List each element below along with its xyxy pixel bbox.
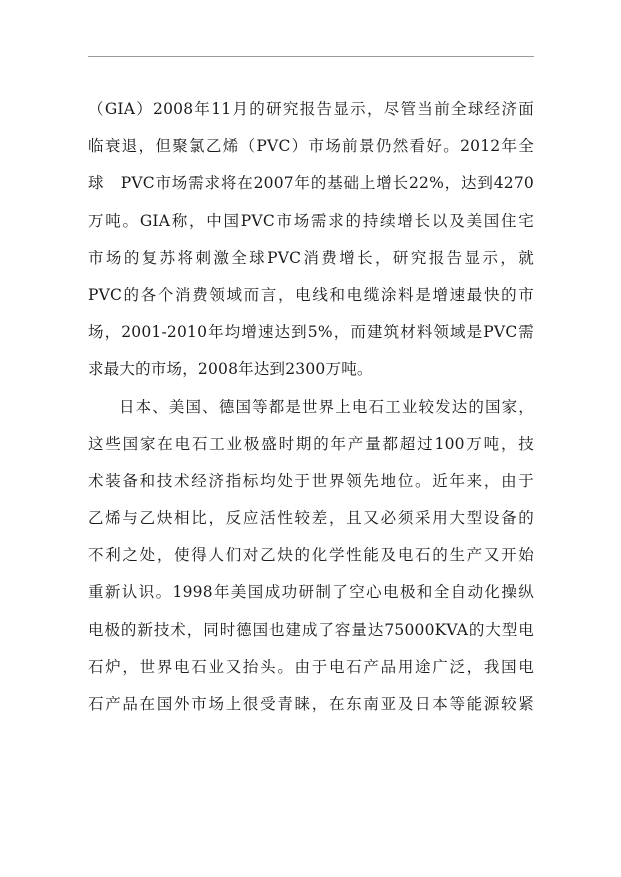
text-line: 场，2001-2010年均增速达到5%，而建筑材料领域是PVC需 [88,323,534,342]
text-line: 重新认识。1998年美国成功研制了空心电极和全自动化操纵 [88,583,534,602]
text-line: 临衰退，但聚氯乙烯（PVC）市场前景仍然看好。2012年全 [88,137,534,156]
header-rule [88,56,534,57]
text-line: 电极的新技术，同时德国也建成了容量达75000KVA的大型电 [88,620,534,639]
text-line: 乙烯与乙炔相比，反应活性较差，且又必须采用大型设备的 [88,509,534,528]
paragraph-pvc-market [88,96,534,394]
text-line: 球 PVC市场需求将在2007年的基础上增长22%，达到4270 [88,174,534,193]
text-line: 求最大的市场，2008年达到2300万吨。 [88,360,373,379]
text-line: 术装备和技术经济指标均处于世界领先地位。近年来，由于 [88,471,534,490]
text-line: 市场的复苏将刺激全球PVC消费增长，研究报告显示，就 [88,248,534,267]
text-line: 万吨。GIA称，中国PVC市场需求的持续增长以及美国住宅 [88,211,534,230]
paragraph-calcium-carbide [88,394,534,729]
text-line: （GIA）2008年11月的研究报告显示，尽管当前全球经济面 [88,100,534,118]
text-line: 石产品在国外市场上很受青睐，在东南亚及日本等能源较紧 [88,695,534,713]
body-text [88,96,534,728]
text-line: 这些国家在电石工业极盛时期的年产量都超过100万吨，技 [88,434,534,453]
text-line: 石炉，世界电石业又抬头。由于电石产品用途广泛，我国电 [88,657,534,676]
text-line: 不利之处，使得人们对乙炔的化学性能及电石的生产又开始 [88,546,534,565]
text-line: PVC的各个消费领域而言，电线和电缆涂料是增速最快的市 [88,285,534,304]
text-line: 日本、美国、德国等都是世界上电石工业较发达的国家， [119,397,534,416]
